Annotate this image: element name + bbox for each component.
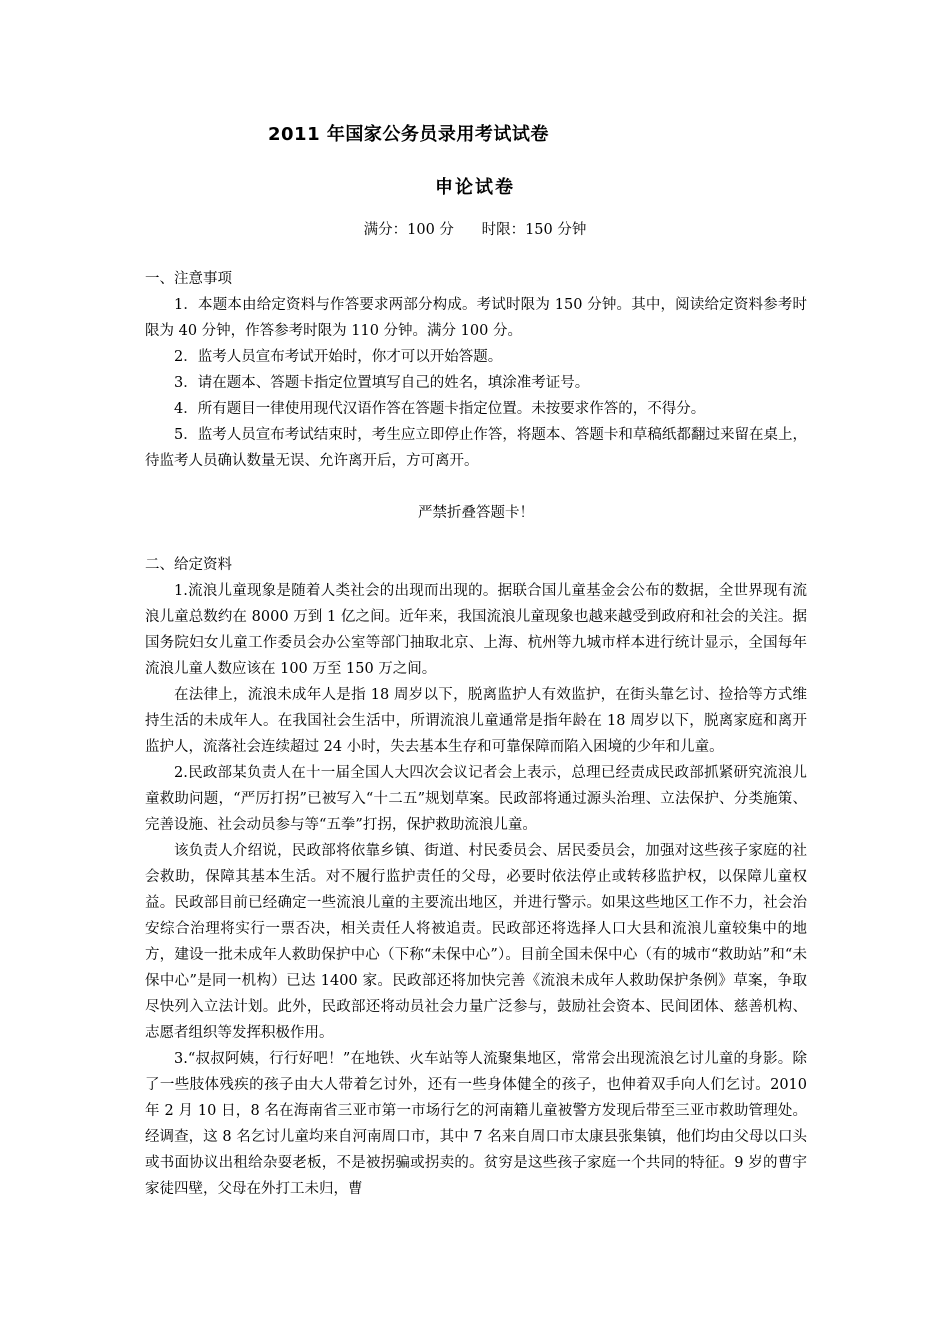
material-paragraph-1: 1.流浪儿童现象是随着人类社会的出现而出现的。据联合国儿童基金会公布的数据，全世界现有流浪儿童总数约在 8000 万到 1 亿之间。近年来，我国流浪儿童现象也越来越受到政府和社会的关注。据国务院妇女儿童工作委员会办公室等部门抽取北京、上海、杭州等九城市样本进行统计显示，全国每年流浪儿童人数应该在 100 万至 150 万之间。	[145, 583, 807, 677]
warning-notice: 严禁折叠答题卡！	[418, 505, 534, 521]
notes-heading: 一、注意事项	[145, 271, 232, 287]
material-paragraph-5: 3.“叔叔阿姨，行行好吧！”在地铁、火车站等人流聚集地区，常常会出现流浪乞讨儿童的身影。除了一些肢体残疾的孩子由大人带着乞讨外，还有一些身体健全的孩子，也伸着双手向人们乞讨。2010 年 2 月 10 日，8 名在海南省三亚市第一市场行乞的河南籍儿童被警方发现后带至三亚市救助管理处。经调查，这 8 名乞讨儿童均来自河南周口市，其中 7 名来自周口市太康县张集镇，他们均由父母以口头或书面协议出租给杂耍老板，不是被拐骗或拐卖的。贫穷是这些孩子家庭一个共同的特征。9 岁的曹宇家徒四壁，父母在外打工未归，曹	[145, 1051, 807, 1197]
material-paragraph-2: 在法律上，流浪未成年人是指 18 周岁以下，脱离监护人有效监护，在街头靠乞讨、捡拾等方式维持生活的未成年人。在我国社会生活中，所谓流浪儿童通常是指年龄在 18 周岁以下，脱离家庭和离开监护人，流落社会连续超过 24 小时，失去基本生存和可靠保障而陷入困境的少年和儿童。	[145, 687, 807, 755]
material-paragraph-3: 2.民政部某负责人在十一届全国人大四次会议记者会上表示，总理已经责成民政部抓紧研究流浪儿童救助问题，“严厉打拐”已被写入“十二五”规划草案。民政部将通过源头治理、立法保护、分类施策、完善设施、社会动员参与等“五拳”打拐，保护救助流浪儿童。	[145, 765, 807, 833]
exam-body	[145, 266, 807, 1202]
notes-item-3: 3．请在题本、答题卡指定位置填写自己的姓名，填涂准考证号。	[174, 375, 590, 391]
notes-item-1: 1．本题本由给定资料与作答要求两部分构成。考试时限为 150 分钟。其中，阅读给定资料参考时限为 40 分钟，作答参考时限为 110 分钟。满分 100 分。	[145, 297, 807, 339]
exam-score-time: 满分：100 分 时限：150 分钟	[363, 222, 587, 238]
material-paragraph-4: 该负责人介绍说，民政部将依靠乡镇、街道、村民委员会、居民委员会，加强对这些孩子家庭的社会救助，保障其基本生活。对不履行监护责任的父母，必要时依法停止或转移监护权，以保障儿童权益。民政部目前已经确定一些流浪儿童的主要流出地区，并进行警示。如果这些地区工作不力，社会治安综合治理将实行一票否决，相关责任人将被追责。民政部还将选择人口大县和流浪儿童较集中的地方，建设一批未成年人救助保护中心（下称“未保中心”）。目前全国未保中心（有的城市“救助站”和“未保中心”是同一机构）已达 1400 家。民政部还将加快完善《流浪未成年人救助保护条例》草案，争取尽快列入立法计划。此外，民政部还将动员社会力量广泛参与，鼓励社会资本、民间团体、慈善机构、志愿者组织等发挥积极作用。	[145, 843, 807, 1041]
notes-item-4: 4．所有题目一律使用现代汉语作答在答题卡指定位置。未按要求作答的，不得分。	[174, 401, 706, 417]
spacer	[145, 526, 807, 552]
exam-subject: 申论试卷	[435, 177, 515, 198]
exam-title: 2011 年国家公务员录用考试试卷	[268, 124, 549, 145]
spacer	[145, 474, 807, 500]
materials-heading: 二、给定资料	[145, 557, 232, 573]
notes-item-2: 2．监考人员宣布考试开始时，你才可以开始答题。	[174, 349, 503, 365]
notes-item-5: 5．监考人员宣布考试结束时，考生应立即停止作答，将题本、答题卡和草稿纸都翻过来留在桌上，待监考人员确认数量无误、允许离开后，方可离开。	[145, 427, 807, 469]
